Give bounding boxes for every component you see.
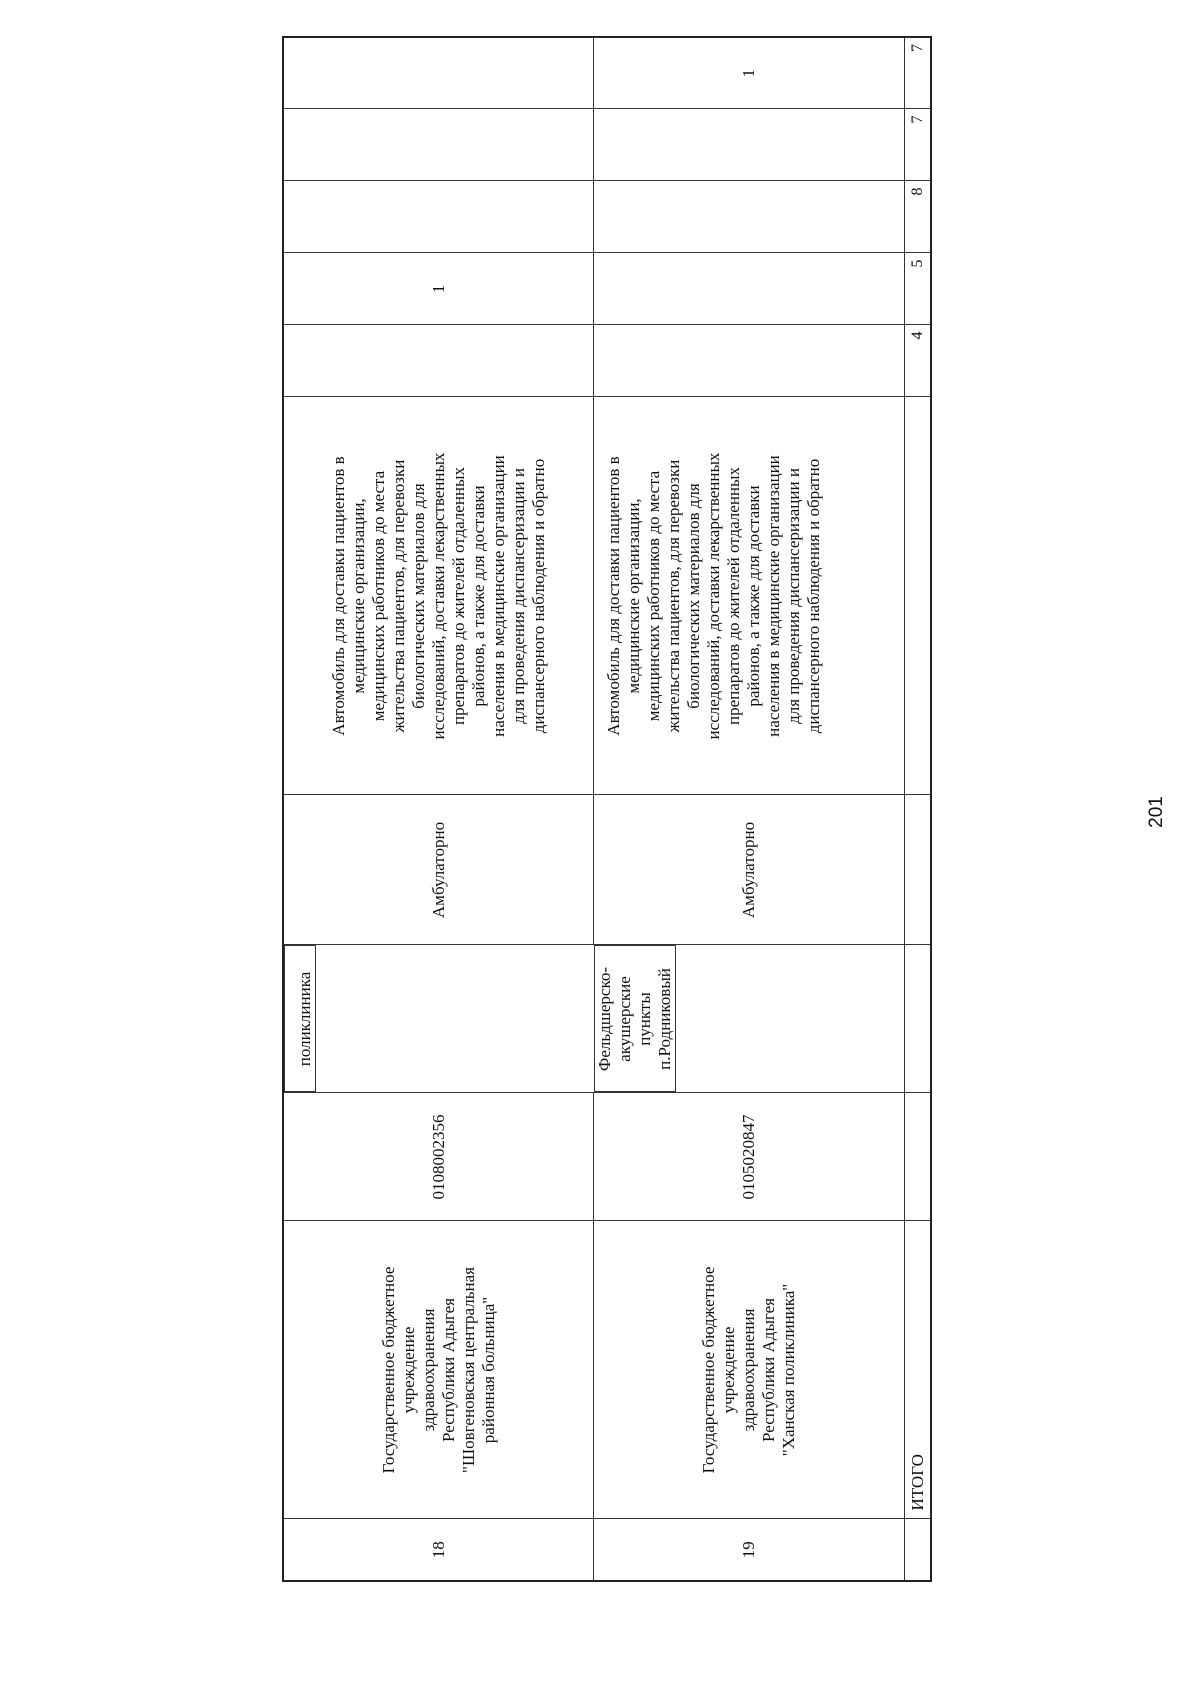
inn-cell: 0108002356 [283, 1093, 594, 1221]
value-cell-5: 1 [594, 37, 905, 109]
vehicles-table [282, 36, 932, 1582]
value-cell-3 [594, 181, 905, 253]
value-cell-3 [283, 181, 594, 253]
page-number [1145, 787, 1169, 837]
value-cell-5 [283, 37, 594, 109]
row-number: 18 [283, 1519, 594, 1581]
inn-cell: 0105020847 [594, 1093, 905, 1221]
total-value-4: 7 [905, 109, 932, 181]
total-value-3: 8 [905, 181, 932, 253]
value-cell-2: 1 [283, 253, 594, 325]
total-empty-cell [905, 397, 932, 795]
total-empty-cell [905, 945, 932, 1093]
condition-cell: Амбулаторно [283, 795, 594, 945]
total-value-1: 4 [905, 325, 932, 397]
value-cell-2 [594, 253, 905, 325]
rotated-table-wrapper [282, 44, 932, 1582]
condition-cell: Амбулаторно [594, 795, 905, 945]
row-number: 19 [594, 1519, 905, 1581]
organization-cell: Государственное бюджетное учреждение здравоохранения Республики Адыгея "Шовгеновская центральная районная больница" [283, 1221, 594, 1519]
value-cell-1 [594, 325, 905, 397]
vehicle-description-cell: Автомобиль для доставки пациентов в медицинские организации, медицинских работников до места жительства пациентов, для перевозки биологических материалов для исследований, доставки лекарственных препаратов до жителей отдаленных районов, а также для доставки населения в медицинские организации для проведения диспансеризации и диспансерного наблюдения и обратно [283, 397, 594, 795]
total-value-5: 7 [905, 37, 932, 109]
vehicle-description-cell: Автомобиль для доставки пациентов в медицинские организации, медицинских работников до места жительства пациентов, для перевозки биологических материалов для исследований, доставки лекарственных препаратов до жителей отдаленных районов, а также для доставки населения в медицинские организации для проведения диспансеризации и диспансерного наблюдения и обратно [594, 397, 905, 795]
table-row [283, 37, 594, 1581]
total-empty-cell [905, 1519, 932, 1581]
total-empty-cell [905, 795, 932, 945]
total-label: ИТОГО [905, 1221, 932, 1519]
unit-cell: Фельдшерско- акушерские пункты п.Родниковый [594, 946, 676, 1093]
total-row [905, 37, 932, 1581]
total-empty-cell [905, 1093, 932, 1221]
organization-cell: Государственное бюджетное учреждение здравоохранения Республики Адыгея "Ханская поликлиника" [594, 1221, 905, 1519]
page-number-text: 201 [1146, 796, 1167, 828]
total-value-2: 5 [905, 253, 932, 325]
value-cell-4 [283, 109, 594, 181]
value-cell-1 [283, 325, 594, 397]
unit-cell: поликлиника [284, 946, 316, 1093]
value-cell-4 [594, 109, 905, 181]
table-row [594, 37, 905, 1581]
